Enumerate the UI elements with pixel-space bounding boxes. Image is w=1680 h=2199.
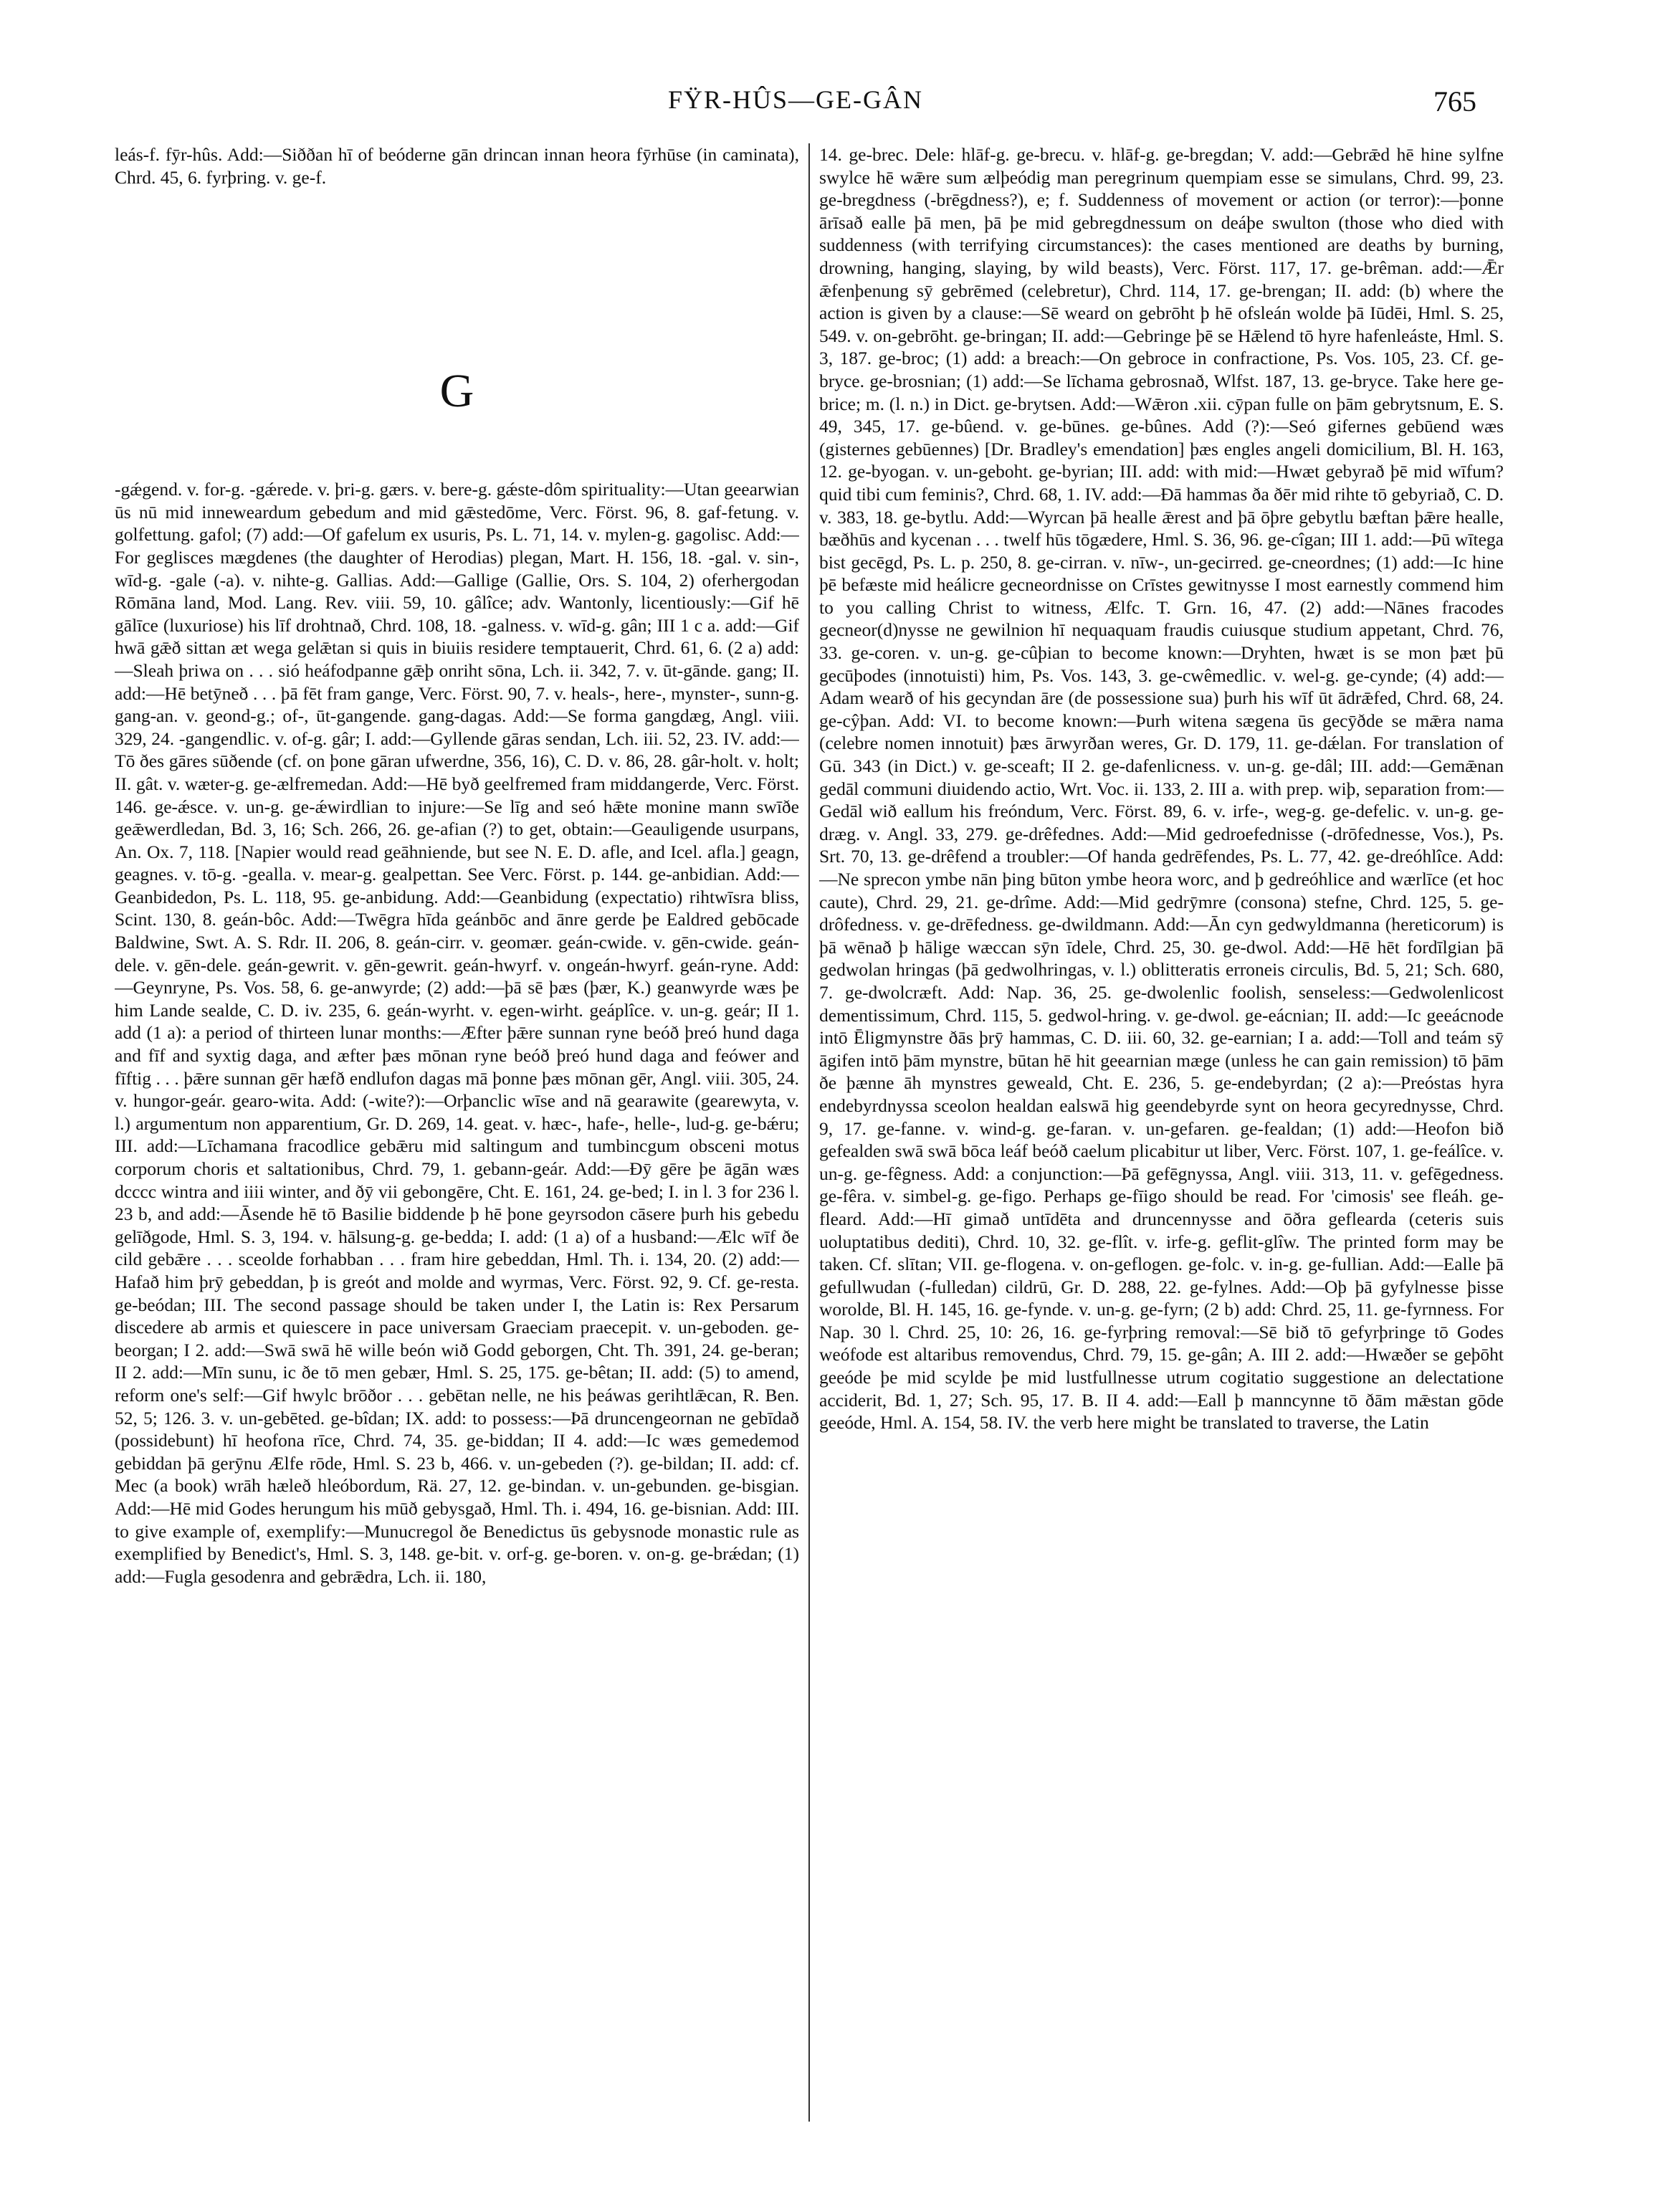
section-letter: G	[439, 365, 474, 418]
page-header	[115, 85, 1476, 128]
right-column	[819, 143, 1504, 2150]
dictionary-entries-ge: 14. ge-brec. Dele: hlāf-g. ge-brecu. v. hlāf-g. ge-bregdan; V. add:—Gebrǣd hē hine sylfne swylce hē wǣre sum ælþeódig man peregrinum quempiam esse se simulans, Chrd. 99, 23. ge-bregdness (-brēgdness?), e; f. Suddenness of movement or action (or terror):—þonne ārīsað ealle þā men, þā þe mid gebregdnessum on deáþe swulton (those who died with suddenness (with terrifying circumstances): the cases mentioned are deaths by burning, drowning, hanging, slaying, by wild beasts), Verc. Först. 117, 17. ge-brêman. add:—Ǣr ǣfenþenung sȳ gebrēmed (celebretur), Chrd. 114, 17. ge-brengan; II. add: (b) where the action is given by a clause:—Sē weard on gebrōht þ hē ofsleán wolde þā Iūdēi, Hml. S. 25, 549. v. on-gebrōht. ge-bringan; II. add:—Gebringe þē se Hǣlend tō hyre hafenleáste, Hml. S. 3, 187. ge-broc; (1) add: a breach:—On gebroce in confractione, Ps. Vos. 105, 23. Cf. ge-bryce. ge-brosnian; (1) add:—Se līchama gebrosnað, Wlfst. 187, 13. ge-bryce. Take here ge-brice; m. (l. n.) in Dict. ge-brytsen. Add:—Wǣron .xii. cȳpan fulle on þām gebrytsnum, E. S. 49, 345, 17. ge-bûend. v. ge-būnes. ge-bûnes. Add (?):—Seó gifernes gebūend wæs (gisternes gebūennes) [Dr. Bradley's emendation] þæs engles angeli domicilium, Bl. H. 163, 12. ge-byogan. v. un-geboht. ge-byrian; III. add: with mid:—Hwæt gebyrað þē mid wīfum? quid tibi cum feminis?, Chrd. 68, 1. IV. add:—Ðā hammas ða ðēr mid rihte tō gebyriað, C. D. v. 383, 18. ge-bytlu. Add:—Wyrcan þā healle ǣrest and þā ōþre gebytlu bæftan þǣre healle, bæðhūs and kycenan . . . twelf hūs tōgædere, Hml. S. 36, 96. ge-cîgan; III 1. add:—Þū wītega bist gecēgd, Ps. L. p. 250, 8. ge-cirran. v. nīw-, un-gecirred. ge-cneordnes; (1) add:—Ic hine þē befæste mid heálicre gecneordnisse on Crīstes gewitnysse I most earnestly commend him to you calling Christ to witness, Ælfc. T. Grn. 16, 47. (2) add:—Nānes fracodes gecneor(d)nysse ne gewilnion hī nequaquam fraudis cuiusque studium appetant, Chrd. 76, 33. ge-coren. v. un-g. ge-cûþian to become known:—Dryhten, hwæt is se mon þæt þū gecūþodes (innotuisti) him, Ps. Vos. 143, 3. ge-cwêmedlic. v. wel-g. ge-cynde; (4) add:—Adam wearð of his gecyndan āre (de possessione sua) þurh his wīf ūt ādrǣfed, Chrd. 68, 24. ge-cŷþan. Add: VI. to become known:—Þurh witena sægena ūs gecȳðde se mǣra nama (celebre nomen innotuit) þæs ārwyrðan weres, Gr. D. 179, 11. ge-dǽlan. For translation of Gū. 343 (in Dict.) v. ge-sceaft; II 2. ge-dafenlicness. v. un-g. ge-dâl; III. add:—Gemǣnan gedāl communi diuidendo actio, Wrt. Voc. ii. 133, 2. III a. with prep. wiþ, separation from:—Gedāl wið eallum his freóndum, Verc. Först. 89, 6. v. irfe-, weg-g. ge-defelic. v. un-g. ge-dræg. v. Angl. 33, 279. ge-drêfednes. Add:—Mid gedroefednisse (-drōfednesse, Vos.), Ps. Srt. 70, 13. ge-drêfend a troubler:—Of handa gedrēfendes, Ps. L. 77, 42. ge-dreóhlîce. Add:—Ne sprecon ymbe nān þing būton ymbe heora worc, and þ gedreóhlice and wærlīce (et hoc caute), Chrd. 29, 21. ge-drîme. Add:—Mid gedrȳmre (consona) stefne, Chrd. 125, 5. ge-drôfedness. v. ge-drēfedness. ge-dwildmann. Add:—Ān cyn gedwyldmanna (hereticorum) is þā wēnað þ hālige wæccan sȳn īdele, Chrd. 25, 30. ge-dwol. Add:—Hē hēt fordīlgian þā gedwolan hringas (þā gedwolhringas, v. l.) oblitteratis erroneis circulis, Bd. 5, 21; Sch. 680, 7. ge-dwolcræft. Add: Nap. 36, 25. ge-dwolenlic foolish, senseless:—Gedwolenlicost dementissimum, Chrd. 115, 5. gedwol-hring. v. ge-dwol. ge-eácnian; II. add:—Ic geeácnode intō Ēligmynstre ðās þrȳ hammas, C. D. iii. 60, 32. ge-earnian; I a. add:—Toll and teám sȳ āgifen intō þām mynstre, būtan hē hit geearnian mæge (unless he can gain remission) tō þām ðe þænne āh mynstres geweald, Cht. E. 236, 5. ge-endebyrdan; (2 a):—Preóstas hyra endebyrdnyssa sceolon healdan ealswā hig geendebyrde synt on heora gecyrednysse, Chrd. 9, 17. ge-fanne. v. wind-g. ge-faran. v. un-gefaren. ge-fealdan; (1) add:—Heofon bið gefealden swā swā bōca leáf beóð caelum plicabitur ut liber, Verc. Först. 107, 1. ge-feálîce. v. un-g. ge-fêgness. Add: a conjunction:—Þā gefēgnyssa, Angl. viii. 313, 11. v. gefēgedness. ge-fêra. v. simbel-g. ge-figo. Perhaps ge-fīigo should be read. For 'cimosis' see fleáh. ge-fleard. Add:—Hī gimað untīdēta and druncennysse and ōðra geflearda (ceteris suis uoluptatibus dediti), Chrd. 10, 32. ge-flît. v. irfe-g. geflit-glîw. The printed form may be taken. Cf. slītan; VII. ge-flogena. v. on-geflogen. ge-folc. v. in-g. ge-fullian. Add:—Ealle þā gefullwudan (-fulledan) cildrū, Gr. D. 288, 22. ge-fylnes. Add:—Oþ þā gyfylnesse þisse worolde, Bl. H. 145, 16. ge-fynde. v. un-g. ge-fyrn; (2 b) add: Chrd. 25, 11. ge-fyrnness. For Nap. 30 l. Chrd. 25, 10: 26, 16. ge-fyrþring removal:—Sē bið tō gefyrþringe tō Godes weófode est altaribus removendus, Chrd. 79, 15. ge-gân; A. III 2. add:—Hwæðer se geþōht geeóde þe mid scylde þe mid lustfullnesse utrum cogitatio suggestione an delectatione acciderit, Bd. 1, 27; Sch. 95, 17. B. II 4. add:—Eall þ manncynne tō ðām mǣstan gōde geeóde, Hml. A. 154, 58. IV. the verb here might be translated to traverse, the Latin	[819, 144, 1504, 1434]
dictionary-entries-g: -gǽgend. v. for-g. -gǽrede. v. þri-g. gærs. v. bere-g. gǽste-dôm spirituality:—Utan geearwian ūs nū mid inneweardum gebedum and mid gǣstedōme, Verc. Först. 96, 8. gaf-fetung. v. golfettung. gafol; (7) add:—Of gafelum ex usuris, Ps. L. 71, 14. v. mylen-g. gagolisc. Add:—For geglisces mægdenes (the daughter of Herodias) plegan, Mart. H. 156, 18. -gal. v. sin-, wīd-g. -gale (-a). v. nihte-g. Gallias. Add:—Gallige (Gallie, Ors. S. 104, 2) oferhergodan Rōmāna land, Mod. Lang. Rev. viii. 59, 10. gâlîce; adv. Wantonly, licentiously:—Gif hē gālīce (luxuriose) his līf drohtnað, Chrd. 108, 18. -galness. v. wīd-g. gân; III 1 c a. add:—Gif hwā gǣð sittan æt wega gelǣtan si quis in biuiis residere temptauerit, Chrd. 61, 6. (2 a) add:—Sleah þriwa on . . . sió heáfodpanne gǣþ onriht sōna, Lch. ii. 342, 7. v. ūt-gānde. gang; II. add:—Hē betȳneð . . . þā fēt fram gange, Verc. Först. 90, 7. v. heals-, here-, mynster-, sunn-g. gang-an. v. geond-g.; of-, ūt-gangende. gang-dagas. Add:—Se forma gangdæg, Angl. viii. 329, 24. -gangendlic. v. of-g. gâr; I. add:—Gyllende gāras sendan, Lch. iii. 52, 23. IV. add:—Tō ðes gāres sūðende (cf. on þone gāran ufwerdne, 356, 16), C. D. v. 86, 28. gâr-holt. v. holt; II. gât. v. wæter-g. ge-ælfremedan. Add:—Hē byð geelfremed fram middangerde, Verc. Först. 146. ge-ǽsce. v. un-g. ge-ǽwirdlian to injure:—Se līg and seó hǣte monine mann swīðe geǣwerdledan, Bd. 3, 16; Sch. 266, 26. ge-afian (?) to get, obtain:—Geauligende usurpans, An. Ox. 7, 118. [Napier would read geāhniende, but see N. E. D. afle, and Icel. afla.] geagn, geagnes. v. tō-g. -gealla. v. mear-g. gealpettan. See Verc. Först. p. 144. ge-anbidian. Add:—Geanbidedon, Ps. L. 118, 95. ge-anbidung. Add:—Geanbidung (expectatio) rihtwīsra bliss, Scint. 130, 8. geán-bôc. Add:—Twēgra hīda geánbōc and ānre gerde þe Ealdred gebōcade Baldwine, Swt. A. S. Rdr. II. 206, 8. geán-cirr. v. geomær. geán-cwide. v. gēn-cwide. geán-dele. v. gēn-dele. geán-gewrit. v. gēn-gewrit. geán-hwyrf. v. ongeán-hwyrf. geán-ryne. Add:—Geynryne, Ps. Vos. 58, 6. ge-anwyrde; (2) add:—þā sē þæs (þær, K.) geanwyrde wæs þe him Lande sealde, C. D. iv. 235, 6. geán-wyrht. v. egen-wirht. geáplîce. v. un-g. geár; II 1. add (1 a): a period of thirteen lunar months:—Æfter þǣre sunnan ryne beóð þreó hund daga and fīf and syxtig daga, and æfter þæs mōnan ryne beóð þreó hund daga and feówer and fīftig . . . þǣre sunnan gēr hæfð endlufon dagas mā þonne þæs mōnan gēr, Angl. viii. 305, 24. v. hungor-geár. gearo-wita. Add: (-wite?):—Orþanclic wīse and nā gearawite (gearewyta, v. l.) argumentum non apparentium, Gr. D. 269, 14. geat. v. hæc-, hafe-, helle-, lud-g. ge-bǽru; III. add:—Līchamana fracodlice gebǣru mid saltingum and tumbincgum obsceni motus corporum choris et saltationibus, Chrd. 79, 1. gebann-geár. Add:—Ðȳ gēre þe āgān wæs dcccc wintra and iiii winter, and ðȳ vii gebongēre, Cht. E. 161, 24. ge-bed; I. in l. 3 for 236 l. 23 b, and add:—Āsende hē tō Basilie biddende þ hē þone geyrsodon cāsere þurh his gebedu gelīðgode, Hml. S. 3, 194. v. hālsung-g. ge-bedda; I. add: (1 a) of a husband:—Ælc wīf ðe cild gebǣre . . . sceolde forhabban . . . fram hire gebeddan, Hml. Th. i. 134, 20. (2) add:—Hafað him þrȳ gebeddan, þ is greót and molde and wyrmas, Verc. Först. 92, 9. Cf. ge-resta. ge-beódan; III. The second passage should be taken under I, the Latin is: Rex Persarum discedere ab armis et quiescere in pace universam Graeciam praecepit. v. un-geboden. ge-beorgan; I 2. add:—Swā swā hē wille beón wið Godd geborgen, Cht. Th. 391, 24. ge-beran; II 2. add:—Mīn sunu, ic ðe tō men gebær, Hml. S. 25, 175. ge-bêtan; II. add: (5) to amend, reform one's self:—Gif hwylc brōðor . . . gebētan nelle, ne his þeáwas gerihtlǣcan, R. Ben. 52, 5; 126. 3. v. un-gebēted. ge-bîdan; IX. add: to possess:—Þā druncengeornan ne gebīdað (possidebunt) hī heofona rīce, Chrd. 74, 35. ge-biddan; II 4. add:—Ic wæs gemedemod gebiddan þā gerȳnu Ælfe rōde, Hml. S. 23 b, 466. v. un-gebeden (?). ge-bildan; II. add: cf. Mec (a book) wrāh hæleð hleóbordum, Rä. 27, 12. ge-bindan. v. un-gebunden. ge-bisgian. Add:—Hē mid Godes herungum his mūð gebysgað, Hml. Th. i. 494, 16. ge-bisnian. Add: III. to give example of, exemplify:—Munucregol ðe Benedictus ūs gebysnode monastic rule as exemplified by Benedict's, Hml. S. 3, 148. ge-bit. v. orf-g. ge-boren. v. on-g. ge-brǽdan; (1) add:—Fugla gesodenra and gebrǣdra, Lch. ii. 180,	[115, 479, 799, 1587]
running-head: FŸR-HÛS—GE-GÂN	[667, 85, 923, 114]
column-divider	[808, 143, 810, 2122]
dictionary-entries-fyr-hus: leás-f. fȳr-hûs. Add:—Siððan hī of beóderne gān drincan innan heora fȳrhūse (in caminata), Chrd. 45, 6. fyrþring. v. ge-f.	[115, 144, 799, 188]
left-column	[115, 143, 799, 2150]
page-number: 765	[1433, 85, 1476, 118]
